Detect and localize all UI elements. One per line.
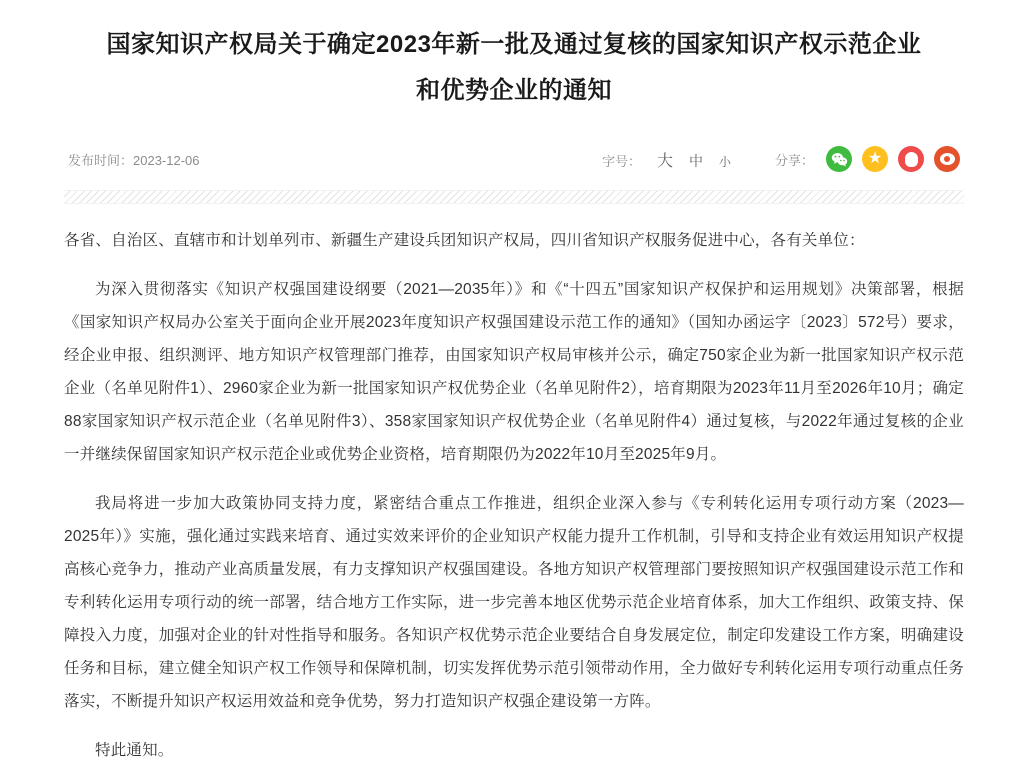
article-meta-bar	[64, 132, 964, 186]
font-size-small-button[interactable]: 小	[718, 154, 731, 169]
share-label: 分享：	[774, 152, 814, 168]
publish-time: 发布时间：2023-12-06	[68, 152, 200, 168]
share-controls	[775, 146, 960, 172]
font-size-large-button[interactable]: 大	[656, 152, 673, 170]
weibo-share-icon[interactable]	[934, 146, 960, 172]
paragraph-background: 为深入贯彻落实《知识产权强国建设纲要（2021—2035年）》和《“十四五”国家知识产权保护和运用规划》决策部署，根据《国家知识产权局办公室关于面向企业开展2023年度知识产权强国建设示范工作的通知》（国知办函运字〔2023〕572号）要求，经企业申报、组织测评、地方知识产权管理部门推荐，由国家知识产权局审核并公示，确定750家企业为新一批国家知识产权示范企业（名单见附件1）、2960家企业为新一批国家知识产权优势企业（名单见附件2），培育期限为2023年11月至2026年10月；确定88家国家知识产权示范企业（名单见附件3）、358家国家知识产权优势企业（名单见附件4）通过复核，与2022年通过复核的企业一并继续保留国家知识产权示范企业或优势企业资格，培育期限仍为2022年10月至2025年9月。	[64, 281, 964, 463]
page-title: 国家知识产权局关于确定2023年新一批及通过复核的国家知识产权示范企业和优势企业的通知	[106, 31, 922, 104]
weibo-eye-glyph	[940, 153, 955, 165]
paragraph-salutation: 各省、自治区、直辖市和计划单列市、新疆生产建设兵团知识产权局，四川省知识产权服务促进中心，各有关单位：	[64, 232, 865, 249]
section-divider	[64, 190, 964, 204]
qzone-share-icon[interactable]	[862, 146, 888, 172]
star-glyph: ★	[867, 150, 883, 167]
paragraph-measures: 我局将进一步加大政策协同支持力度，紧密结合重点工作推进，组织企业深入参与《专利转化运用专项行动方案（2023—2025年）》实施，强化通过实践来培育、通过实效来评价的企业知识产权能力提升工作机制，引导和支持企业有效运用知识产权提高核心竞争力，推动产业高质量发展，有力支撑知识产权强国建设。各地方知识产权管理部门要按照知识产权强国建设示范工作和专利转化运用专项行动的统一部署，结合地方工作实际，进一步完善本地区优势示范企业培育体系，加大工作组织、政策支持、保障投入力度，加强对企业的针对性指导和服务。各知识产权优势示范企业要结合自身发展定位，制定印发建设工作方案，明确建设任务和目标，建立健全知识产权工作领导和保障机制，切实发挥优势示范引领带动作用，全力做好专利转化运用专项行动重点任务落实，不断提升知识产权运用效益和竞争优势，努力打造知识产权强企建设第一方阵。	[64, 495, 964, 710]
paragraph-closing: 特此通知。	[95, 742, 174, 759]
qq-penguin-glyph	[905, 152, 918, 167]
font-size-medium-button[interactable]: 中	[688, 152, 703, 169]
qq-share-icon[interactable]	[898, 146, 924, 172]
font-size-label: 字号：	[601, 153, 641, 169]
font-size-controls	[602, 148, 731, 171]
wechat-share-icon[interactable]	[826, 146, 852, 172]
article-body	[64, 224, 964, 767]
